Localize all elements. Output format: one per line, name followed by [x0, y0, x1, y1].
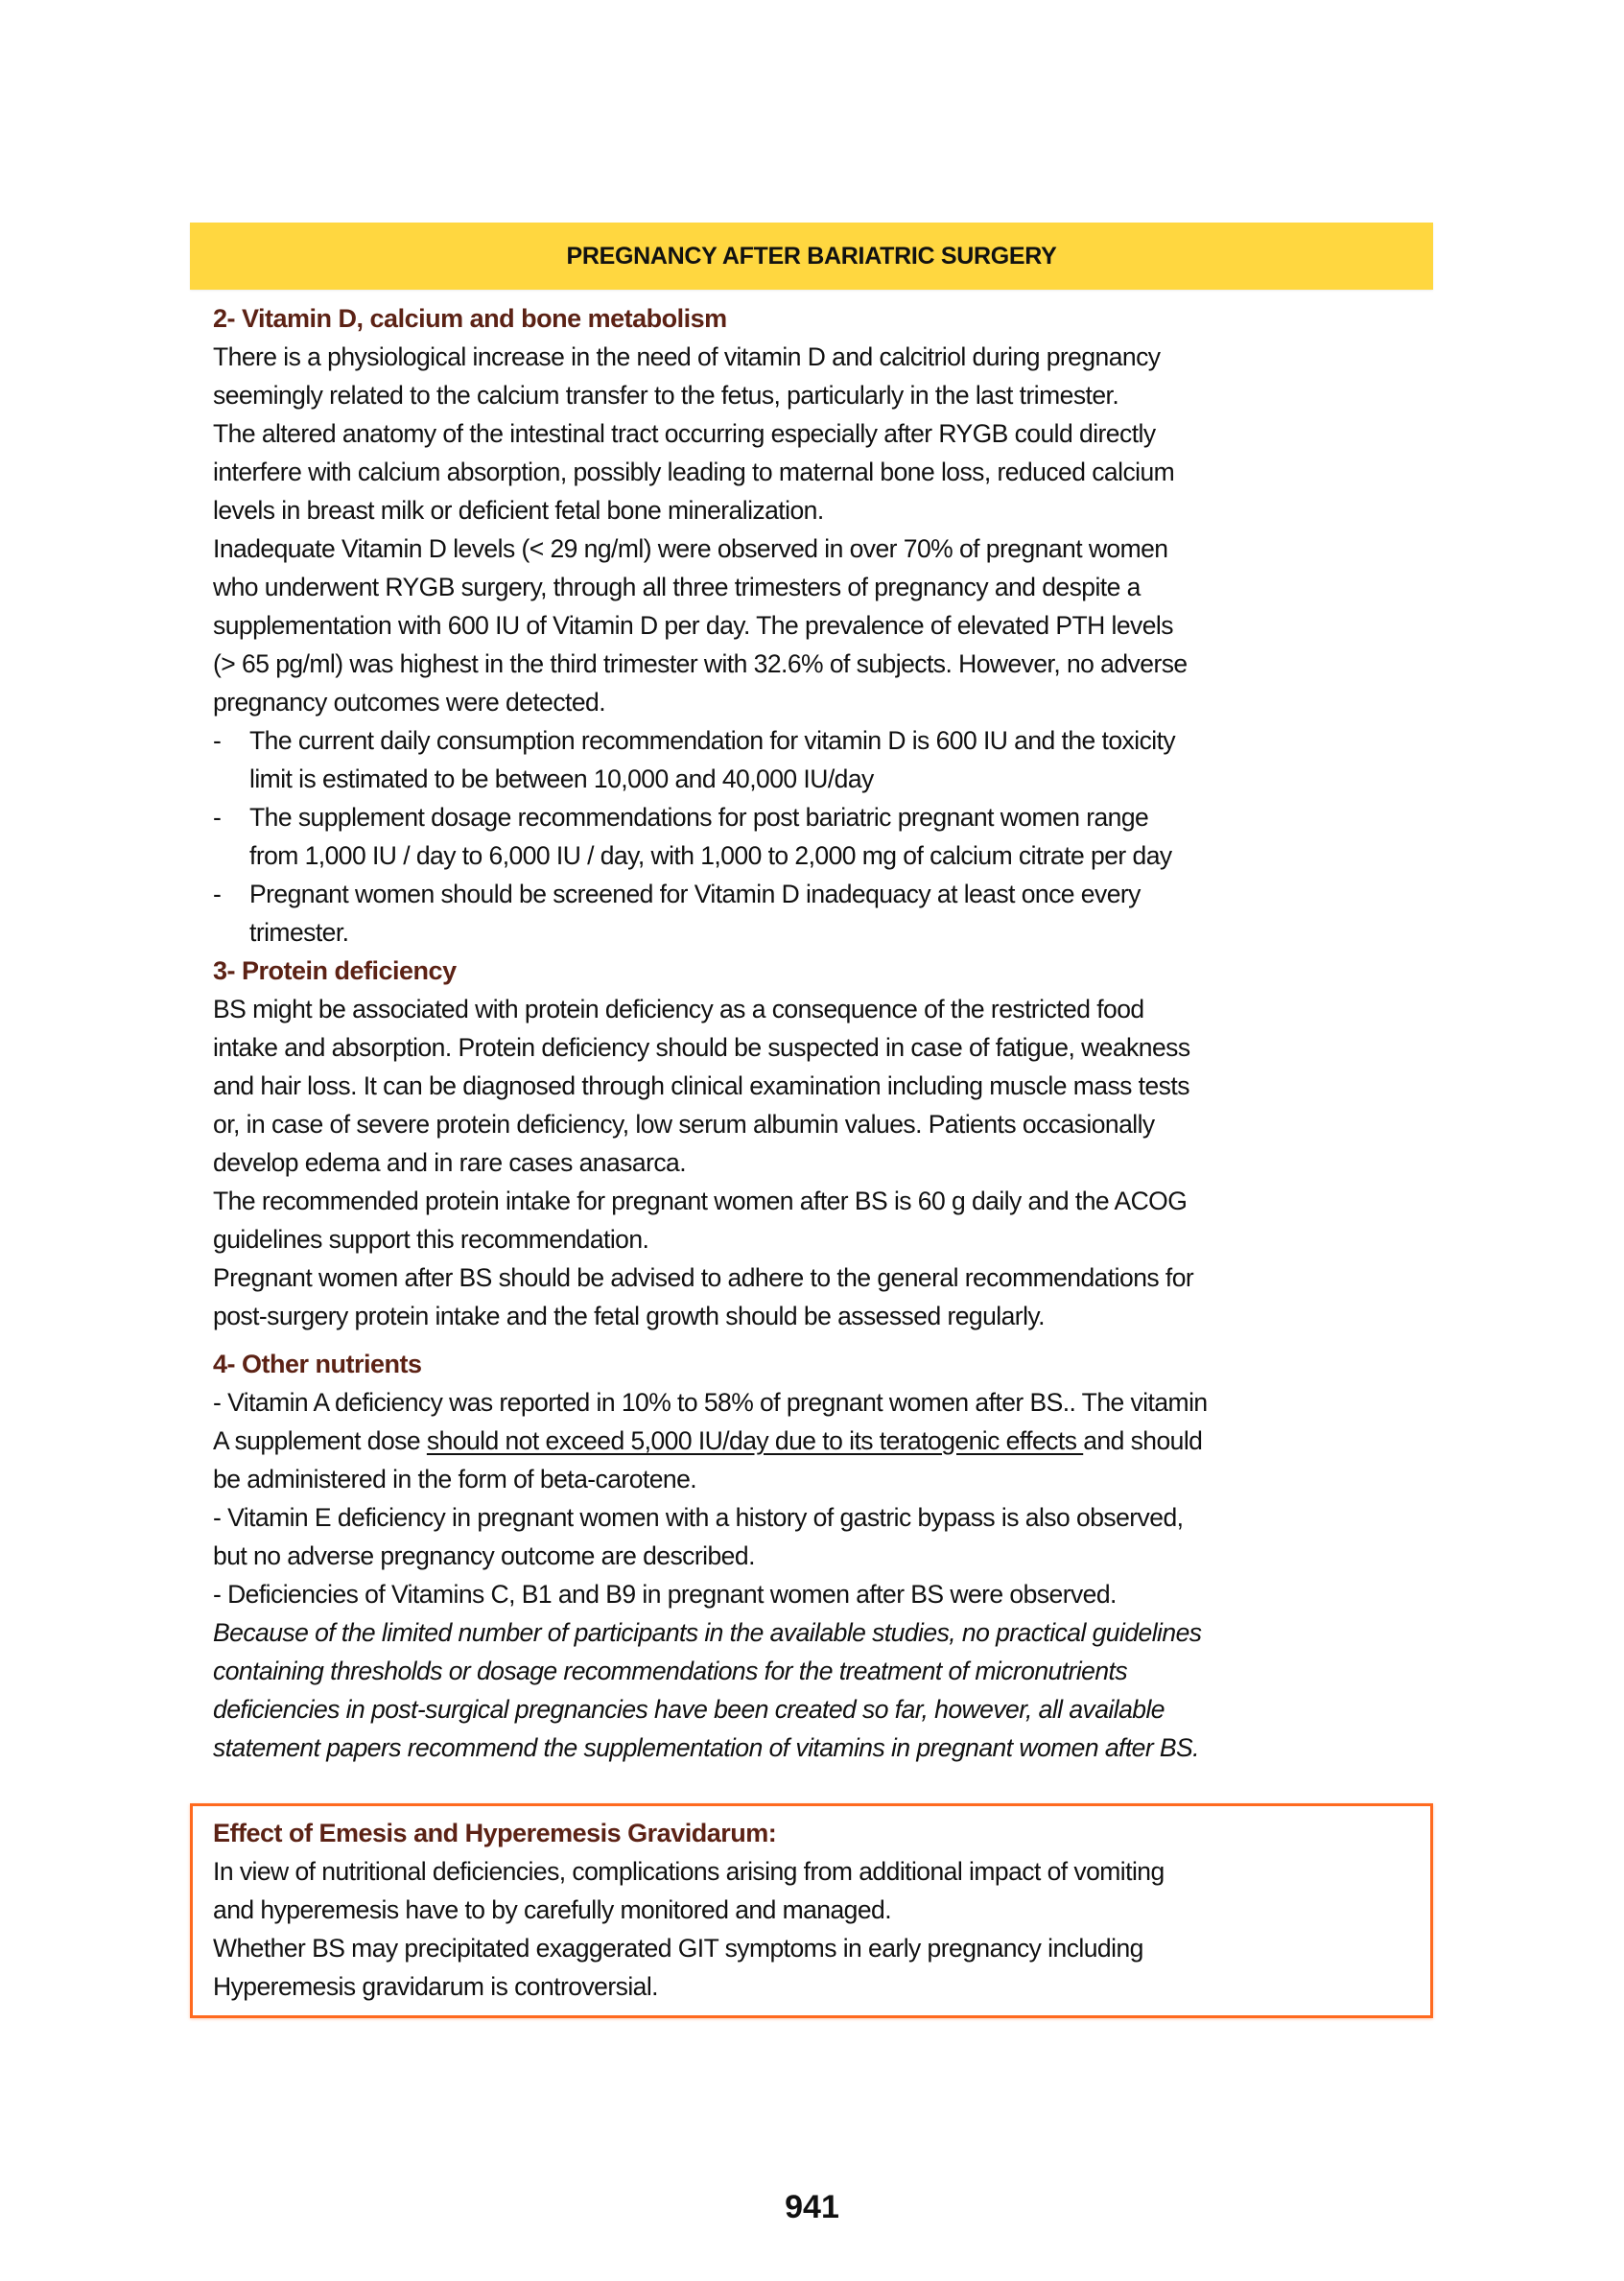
paragraph-line: and hyperemesis have to by carefully monitored and managed.: [213, 1895, 892, 1924]
text-run: A supplement dose: [213, 1426, 427, 1455]
callout-content: [213, 1814, 1422, 2006]
paragraph-line: intake and absorption. Protein deficiency should be suspected in case of fatigue, weakness: [213, 1033, 1190, 1062]
paragraph-line: who underwent RYGB surgery, through all three trimesters of pregnancy and despite a: [213, 573, 1141, 601]
list-item-line: Pregnant women should be screened for Vitamin D inadequacy at least once every: [249, 880, 1141, 908]
list-item-line: trimester.: [249, 918, 349, 947]
bullet-list: [213, 721, 1450, 952]
spacer: [213, 1335, 1450, 1345]
paragraph-line: guidelines support this recommendation.: [213, 1225, 649, 1254]
list-item: [213, 875, 1450, 952]
paragraph-line: Hyperemesis gravidarum is controversial.: [213, 1972, 658, 2001]
emesis-callout-box: [190, 1803, 1433, 2018]
paragraph-line: The altered anatomy of the intestinal tract occurring especially after RYGB could directly: [213, 419, 1156, 448]
italic-note-line: deficiencies in post-surgical pregnancies have been created so far, however, all available: [213, 1695, 1165, 1724]
title-banner: [190, 223, 1433, 290]
dash-bullet: -: [213, 726, 222, 755]
paragraph-line: In view of nutritional deficiencies, complications arising from additional impact of vomiting: [213, 1857, 1165, 1886]
paragraph-line: - Deficiencies of Vitamins C, B1 and B9 in pregnant women after BS were observed.: [213, 1580, 1117, 1609]
paragraph-line: The recommended protein intake for pregnant women after BS is 60 g daily and the ACOG: [213, 1187, 1188, 1215]
section-other-nutrients: [213, 1345, 1450, 1767]
paragraph-line: and hair loss. It can be diagnosed through clinical examination including muscle mass tests: [213, 1071, 1189, 1100]
list-item-line: The current daily consumption recommendation for vitamin D is 600 IU and the toxicity: [249, 726, 1176, 755]
paragraph-line: Pregnant women after BS should be advised to adhere to the general recommendations for: [213, 1263, 1194, 1292]
paragraph-line: supplementation with 600 IU of Vitamin D per day. The prevalence of elevated PTH levels: [213, 611, 1173, 640]
section-protein-deficiency: [213, 952, 1450, 1335]
paragraph-line: BS might be associated with protein deficiency as a consequence of the restricted food: [213, 995, 1144, 1023]
paragraph-line: [213, 1422, 1450, 1460]
dash-bullet: -: [213, 880, 222, 908]
paragraph-line: seemingly related to the calcium transfer to the fetus, particularly in the last trimester.: [213, 381, 1119, 410]
section-heading: 3- Protein deficiency: [213, 956, 457, 985]
paragraph-line: There is a physiological increase in the need of vitamin D and calcitriol during pregnancy: [213, 342, 1161, 371]
italic-note-line: Because of the limited number of participants in the available studies, no practical guidelines: [213, 1618, 1202, 1647]
underlined-warning: should not exceed 5,000 IU/day due to its teratogenic effects: [426, 1426, 1084, 1455]
dash-bullet: -: [213, 803, 222, 832]
section-heading: 4- Other nutrients: [213, 1350, 422, 1378]
list-item: [213, 798, 1450, 875]
list-item: [213, 721, 1450, 798]
paragraph-line: Whether BS may precipitated exaggerated GIT symptoms in early pregnancy including: [213, 1934, 1143, 1963]
paragraph-line: - Vitamin A deficiency was reported in 10% to 58% of pregnant women after BS.. The vitamin: [213, 1388, 1208, 1417]
paragraph-line: but no adverse pregnancy outcome are described.: [213, 1541, 755, 1570]
section-vitamin-d: [213, 299, 1450, 952]
paragraph-line: (> 65 pg/ml) was highest in the third trimester with 32.6% of subjects. However, no adverse: [213, 649, 1188, 678]
paragraph-line: Inadequate Vitamin D levels (< 29 ng/ml) were observed in over 70% of pregnant women: [213, 534, 1168, 563]
section-heading: 2- Vitamin D, calcium and bone metabolism: [213, 304, 727, 333]
paragraph-line: - Vitamin E deficiency in pregnant women with a history of gastric bypass is also observed,: [213, 1503, 1184, 1532]
list-item-line: The supplement dosage recommendations for post bariatric pregnant women range: [249, 803, 1149, 832]
paragraph-line: be administered in the form of beta-carotene.: [213, 1465, 697, 1493]
paragraph-line: or, in case of severe protein deficiency, low serum albumin values. Patients occasionally: [213, 1110, 1155, 1139]
italic-note-line: containing thresholds or dosage recommendations for the treatment of micronutrients: [213, 1657, 1128, 1685]
callout-heading: Effect of Emesis and Hyperemesis Gravidarum:: [213, 1819, 777, 1847]
italic-note-line: statement papers recommend the supplementation of vitamins in pregnant women after BS.: [213, 1733, 1199, 1762]
list-item-line: limit is estimated to be between 10,000 and 40,000 IU/day: [249, 764, 874, 793]
page-title: PREGNANCY AFTER BARIATRIC SURGERY: [566, 242, 1057, 270]
paragraph-line: interfere with calcium absorption, possibly leading to maternal bone loss, reduced calcium: [213, 458, 1175, 486]
paragraph-line: develop edema and in rare cases anasarca.: [213, 1148, 687, 1177]
text-run: and should: [1083, 1426, 1203, 1455]
paragraph-line: pregnancy outcomes were detected.: [213, 688, 606, 717]
page-number: 941: [785, 2189, 839, 2225]
main-content: [213, 299, 1450, 1767]
paragraph-line: levels in breast milk or deficient fetal bone mineralization.: [213, 496, 824, 525]
paragraph-line: post-surgery protein intake and the fetal growth should be assessed regularly.: [213, 1302, 1045, 1330]
list-item-line: from 1,000 IU / day to 6,000 IU / day, with 1,000 to 2,000 mg of calcium citrate per day: [249, 841, 1172, 870]
